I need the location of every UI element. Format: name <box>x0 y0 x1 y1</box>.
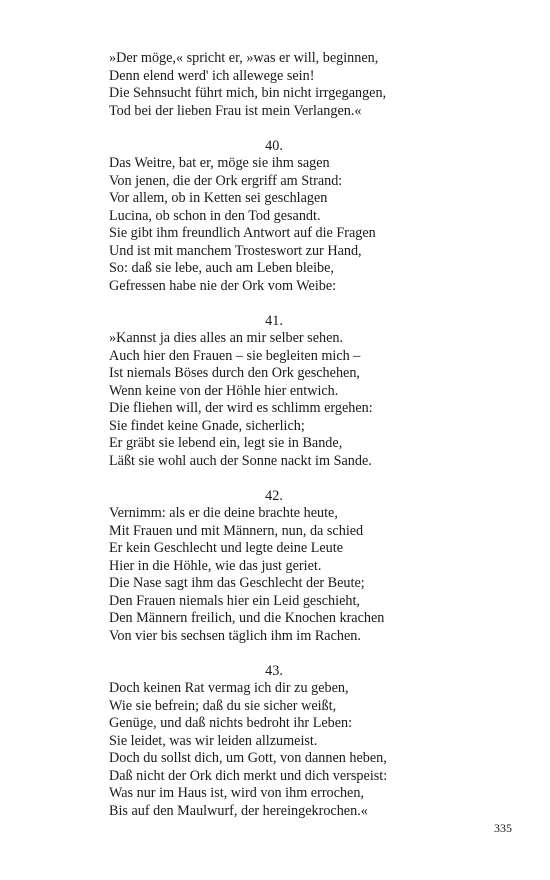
verse-line: Läßt sie wohl auch der Sonne nackt im Sande. <box>109 452 372 469</box>
verse-line: Daß nicht der Ork dich merkt und dich verspeist: <box>109 767 388 784</box>
verse-line: Sie gibt ihm freundlich Antwort auf die Fragen <box>109 225 376 241</box>
verse-line: Die Nase sagt ihm das Geschlecht der Beute; <box>109 575 365 591</box>
stanza <box>109 50 439 120</box>
verse-line: Auch hier den Frauen – sie begleiten mich – <box>109 347 361 364</box>
verse-line: Vernimm: als er die deine brachte heute, <box>109 505 338 521</box>
verse-line: Vor allem, ob in Ketten sei geschlagen <box>109 190 328 206</box>
verse-line: Lucina, ob schon in den Tod gesandt. <box>109 207 321 224</box>
verse-line: Die Sehnsucht führt mich, bin nicht irrgegangen, <box>109 85 387 101</box>
verse-line: Mit Frauen und mit Männern, nun, da schied <box>109 522 364 539</box>
verse-line: Sie leidet, was wir leiden allzumeist. <box>109 732 318 749</box>
verse-line: Doch du sollst dich, um Gott, von dannen heben, <box>109 750 387 766</box>
stanza <box>109 663 439 821</box>
verse-line: Ist niemals Böses durch den Ork geschehen, <box>109 365 360 381</box>
verse-line: Das Weitre, bat er, möge sie ihm sagen <box>109 155 330 171</box>
verse-line: Von jenen, die der Ork ergriff am Strand: <box>109 172 343 189</box>
stanza-number: 41. <box>265 312 283 329</box>
verse-line: Was nur im Haus ist, wird von ihm errochen, <box>109 785 364 801</box>
verse-line: »Kannst ja dies alles an mir selber sehen. <box>109 330 344 346</box>
stanza <box>109 313 439 471</box>
stanza-number: 43. <box>265 662 283 679</box>
verse-line: Sie findet keine Gnade, sicherlich; <box>109 417 305 434</box>
verse-line: Doch keinen Rat vermag ich dir zu geben, <box>109 680 349 696</box>
verse-line: Den Frauen niemals hier ein Leid geschieht, <box>109 592 360 609</box>
verse-line: Wie sie befrein; daß du sie sicher weißt, <box>109 697 337 714</box>
verse-line: Hier in die Höhle, wie das just geriet. <box>109 557 322 574</box>
verse-line: Wenn keine von der Höhle hier entwich. <box>109 382 339 399</box>
verse-line: Tod bei der lieben Frau ist mein Verlangen.« <box>109 102 362 119</box>
verse-line: Genüge, und daß nichts bedroht ihr Leben: <box>109 715 353 731</box>
page-number: 335 <box>494 821 512 835</box>
verse-line: »Der möge,« spricht er, »was er will, beginnen, <box>109 50 379 66</box>
stanza-number: 40. <box>265 137 283 154</box>
stanza <box>109 488 439 646</box>
poem-text <box>109 50 439 820</box>
verse-line: Er kein Geschlecht und legte deine Leute <box>109 540 343 556</box>
verse-line: Von vier bis sechsen täglich ihm im Rachen. <box>109 627 361 644</box>
stanza-number: 42. <box>265 487 283 504</box>
stanza <box>109 138 439 296</box>
verse-line: So: daß sie lebe, auch am Leben bleibe, <box>109 260 334 276</box>
verse-line: Er gräbt sie lebend ein, legt sie in Bande, <box>109 435 343 451</box>
verse-line: Die fliehen will, der wird es schlimm ergehen: <box>109 400 373 416</box>
verse-line: Bis auf den Maulwurf, der hereingekrochen.« <box>109 802 368 819</box>
verse-line: Den Männern freilich, und die Knochen krachen <box>109 610 385 626</box>
verse-line: Denn elend werd' ich allewege sein! <box>109 67 315 84</box>
verse-line: Gefressen habe nie der Ork vom Weibe: <box>109 277 337 294</box>
verse-line: Und ist mit manchem Trosteswort zur Hand, <box>109 242 362 259</box>
